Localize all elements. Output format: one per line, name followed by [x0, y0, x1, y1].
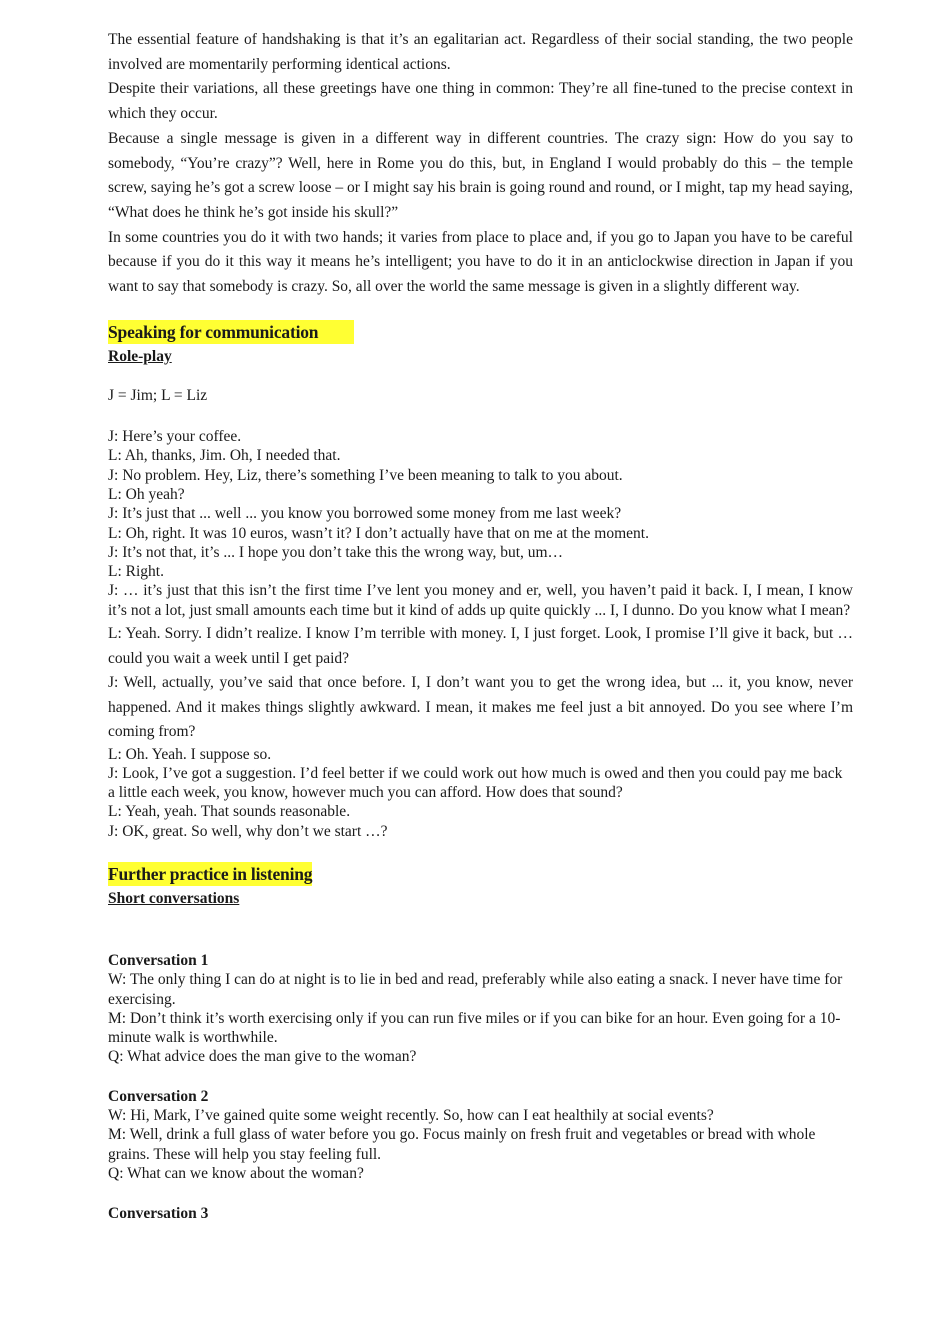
listening-heading-text: Further practice in listening	[108, 863, 313, 884]
dialogue-line: J: No problem. Hey, Liz, there’s something I’ve been meaning to talk to you about.	[108, 466, 623, 484]
dialogue-line: J: OK, great. So well, why don’t we start …?	[108, 822, 388, 840]
conversation-block	[108, 1087, 853, 1183]
conversation-line: M: Don’t think it’s worth exercising only if you can run five miles or if you can bike for an hour. Even going for a 10-minute walk is worthwhile.	[108, 1009, 841, 1047]
conversation-title: Conversation 3	[108, 1205, 209, 1223]
document-page	[108, 28, 853, 1224]
intro-paragraph-3: Because a single message is given in a different way in different countries. The crazy sign: How do you say to somebody, “You’re crazy”? Well, here in Rome you do this, but, in England I would probably do this – the temple screw, saying he’s got a screw loose – or I might say his brain is going round and round, or I might, tap my head saying, “What does he think he’s got inside his skull?”	[108, 129, 853, 221]
dialogue-line: J: Here’s your coffee.	[108, 428, 242, 446]
roleplay-dialogue	[108, 427, 853, 841]
intro-paragraph-1: The essential feature of handshaking is that it’s an egalitarian act. Regardless of their social standing, the two people involved are momentarily performing identical actions.	[108, 31, 853, 73]
intro-paragraph-4: In some countries you do it with two hands; it varies from place to place and, if you go to Japan you have to be careful because if you do it this way it means he’s intelligent; you have to do it in an anticlockwise direction in Japan if you want to say that somebody is crazy. So, all over the world the same message is given in a slightly different way.	[108, 228, 853, 296]
speaking-heading-text: Speaking for communication	[108, 320, 354, 344]
dialogue-line: L: Oh. Yeah. I suppose so.	[108, 745, 272, 763]
dialogue-line: L: Ah, thanks, Jim. Oh, I needed that.	[108, 447, 341, 465]
dialogue-line: J: Well, actually, you’ve said that once before. I, I don’t want you to get the wrong idea, but ... it, you know, never happened. And it makes things slightly awkward. I mean, it makes me feel just a bit annoyed. Do you see where I’m coming from?	[108, 674, 853, 740]
conversation-title: Conversation 1	[108, 951, 209, 969]
dialogue-line: L: Yeah. Sorry. I didn’t realize. I know I’m terrible with money. I, I just forget. Look, I promise I’ll give it back, but … could you wait a week until I get paid?	[108, 625, 853, 667]
dialogue-line: L: Yeah, yeah. That sounds reasonable.	[108, 803, 351, 821]
conversation-block	[108, 1204, 853, 1223]
intro-paragraph-2: Despite their variations, all these greetings have one thing in common: They’re all fine-tuned to the precise context in which they occur.	[108, 80, 853, 123]
speaking-heading	[108, 320, 853, 344]
roleplay-subheading: Role-play	[108, 347, 172, 365]
conversation-line: W: Hi, Mark, I’ve gained quite some weight recently. So, how can I eat healthily at social events?	[108, 1107, 714, 1125]
conversation-title: Conversation 2	[108, 1087, 209, 1105]
dialogue-line: L: Right.	[108, 563, 164, 581]
dialogue-line: J: Look, I’ve got a suggestion. I’d feel better if we could work out how much is owed and then you could pay me back a little each week, you know, however much you can afford. How does that sound?	[108, 764, 843, 802]
dialogue-line: J: … it’s just that this isn’t the first time I’ve lent you money and er, well, you haven’t paid it back. I, I mean, I know it’s not a lot, just small amounts each time but it kind of adds up quite quickly ... I, I dunno. Do you know what I mean?	[108, 582, 853, 619]
dialogue-line: J: It’s just that ... well ... you know you borrowed some money from me last week?	[108, 505, 622, 523]
conversation-line: W: The only thing I can do at night is to lie in bed and read, preferably while also eating a snack. I never have time for exercising.	[108, 971, 843, 1008]
conversation-line: M: Well, drink a full glass of water before you go. Focus mainly on fresh fruit and vegetables or bread with whole grains. These will help you stay feeling full.	[108, 1126, 816, 1163]
listening-heading	[108, 862, 853, 886]
dialogue-line: J: It’s not that, it’s ... I hope you don’t take this the wrong way, but, um…	[108, 543, 564, 561]
dialogue-line: L: Oh, right. It was 10 euros, wasn’t it? I don’t actually have that on me at the moment.	[108, 524, 649, 542]
conversation-block	[108, 951, 853, 1067]
conversation-question: Q: What can we know about the woman?	[108, 1164, 364, 1182]
speaker-key: J = Jim; L = Liz	[108, 386, 208, 404]
dialogue-line: L: Oh yeah?	[108, 485, 185, 503]
conversation-question: Q: What advice does the man give to the woman?	[108, 1048, 417, 1066]
short-conversations-subheading: Short conversations	[108, 889, 240, 907]
